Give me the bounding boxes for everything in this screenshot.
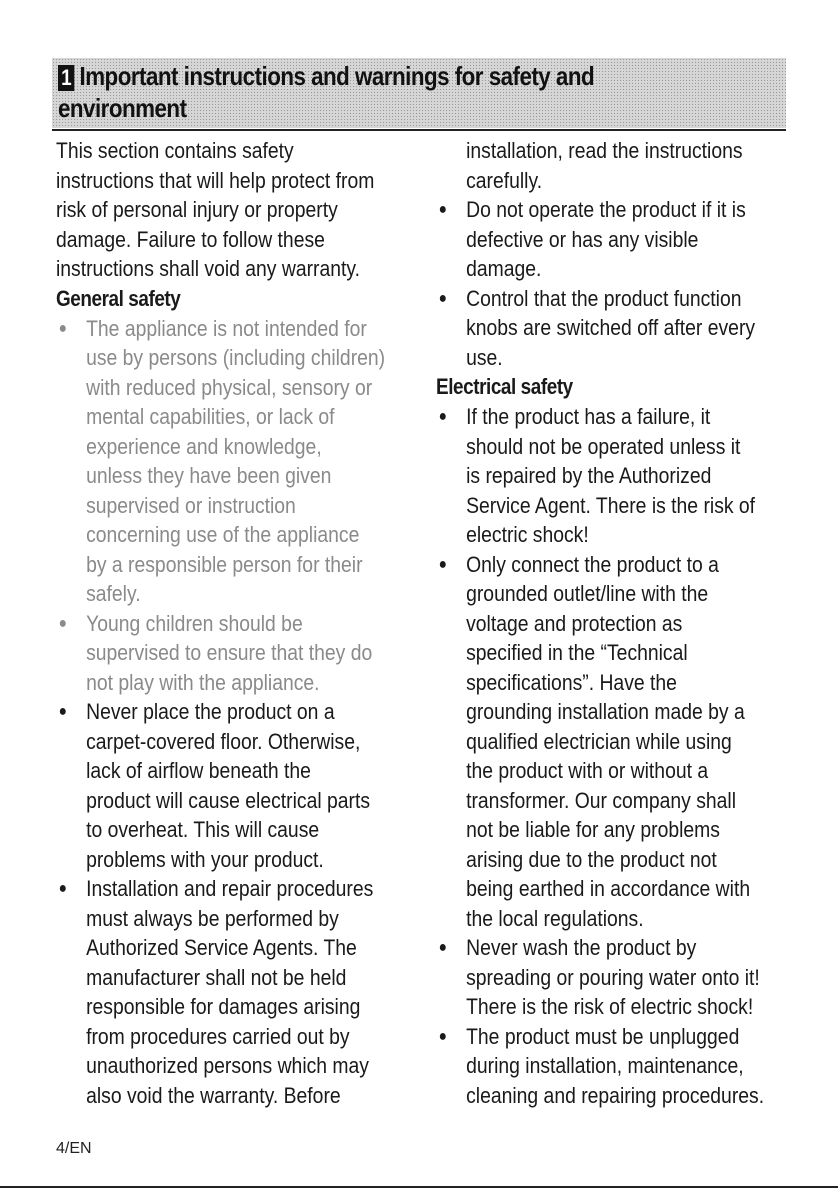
intro-line: risk of personal injury or property	[56, 197, 338, 222]
continuation-text: installation, read the instructions carefully.	[466, 138, 743, 193]
bullet-icon: ●	[438, 1027, 447, 1045]
list-item: ● The product must be unplugged during installation, maintenance, cleaning and repairing procedures.	[438, 1023, 765, 1108]
intro-line: This section contains safety	[56, 138, 294, 163]
general-safety-heading: General safety	[56, 285, 181, 311]
list-item: ● Young children should be supervised to ensure that they do not play with the appliance.	[58, 610, 373, 695]
list-item: ● Never wash the product by spreading or pouring water onto it! There is the risk of electric shock!	[438, 935, 760, 1019]
list-item: ● Control that the product function knobs are switched off after every use.	[438, 285, 756, 370]
electrical-safety-list	[436, 402, 787, 1110]
section-title-line-1: Important instructions and warnings for safety and	[79, 61, 595, 91]
electrical-safety-heading: Electrical safety	[436, 374, 573, 399]
list-item: ● Only connect the product to a grounded outlet/line with the voltage and protection as specified in the “Technical specifications”. Have the grounding installation made by a qualified electrician while using the product with or without a transformer. Our company shall not be liable for any problems arising due to the product not being earthed in accordance with the local regulations.	[438, 551, 751, 931]
intro-paragraph	[56, 136, 405, 284]
intro-line: instructions that will help protect from	[56, 167, 375, 193]
intro-line: damage. Failure to follow these	[56, 226, 325, 252]
bullet-icon: ●	[438, 289, 447, 307]
bullet-icon: ●	[58, 614, 67, 632]
bottom-rule	[0, 1186, 838, 1188]
list-item: ● The appliance is not intended for use by persons (including children) with reduced physical, sensory or mental capabilities, or lack of experience and knowledge, unless they have been given supervised or instruction concerning use of the appliance by a responsible person for their safely.	[58, 315, 386, 606]
left-column	[56, 136, 406, 1110]
bullet-icon: ●	[58, 880, 67, 897]
section-title-line-2: environment	[58, 93, 187, 123]
bullet-icon: ●	[438, 408, 447, 425]
general-safety-list	[56, 314, 405, 1111]
bullet-icon: ●	[438, 555, 447, 573]
bullet-icon: ●	[438, 939, 447, 956]
list-item: ● Never place the product on a carpet-covered floor. Otherwise, lack of airflow beneath the product will cause electrical parts to overheat. This will cause problems with your product.	[58, 699, 371, 872]
bullet-icon: ●	[438, 201, 447, 218]
right-column	[436, 136, 788, 1110]
list-item: ● If the product has a failure, it should not be operated unless it is repaired by the Authorized Service Agent. There is the risk of electric shock!	[438, 404, 756, 547]
section-number-badge: 1	[58, 65, 74, 91]
page-number: 4/EN	[56, 1140, 92, 1157]
header-rule	[52, 129, 786, 131]
intro-line: instructions shall void any warranty.	[56, 256, 361, 281]
general-safety-list-continued	[436, 195, 787, 372]
bullet-icon: ●	[58, 319, 67, 337]
bullet-icon: ●	[58, 703, 67, 720]
list-item: ● Do not operate the product if it is defective or has any visible damage.	[438, 197, 746, 281]
list-item: ● Installation and repair procedures must always be performed by Authorized Service Agents. The manufacturer shall not be held responsible for damages arising from procedures carried out by unauthorized persons which may also void the warranty. Before	[58, 876, 374, 1108]
section-title	[58, 60, 660, 124]
